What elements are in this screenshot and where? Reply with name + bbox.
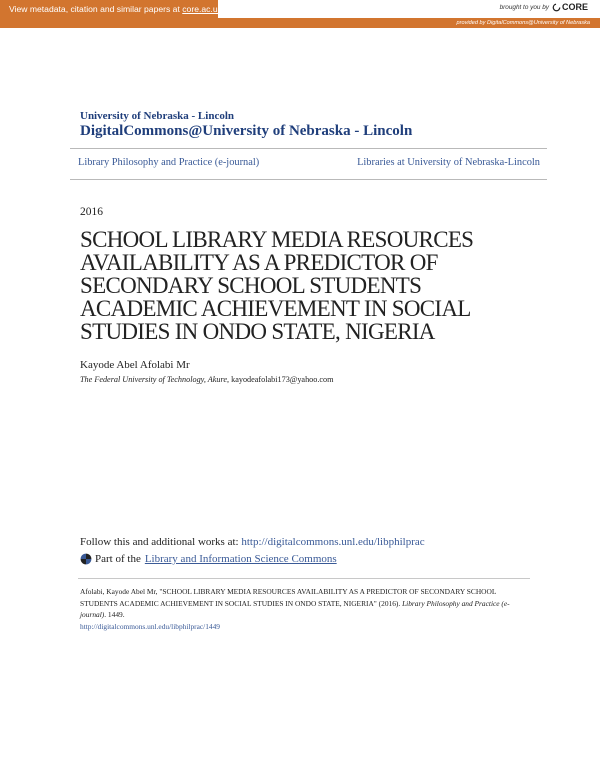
journal-link[interactable]: Library Philosophy and Practice (e-journal) xyxy=(78,157,260,168)
affiliation-sep: , xyxy=(227,375,232,384)
libraries-link[interactable]: Libraries at University of Nebraska-Lincoln xyxy=(357,157,540,168)
publication-year: 2016 xyxy=(80,206,103,218)
core-metadata-link-box[interactable] xyxy=(0,0,222,18)
recommended-citation xyxy=(80,586,530,632)
core-logo-icon xyxy=(552,3,561,12)
author-name: Kayode Abel Afolabi Mr xyxy=(80,359,190,371)
author-email: kayodeafolabi173@yahoo.com xyxy=(231,375,334,384)
core-ac-uk-link[interactable]: core.ac.uk xyxy=(182,4,222,14)
core-banner xyxy=(0,0,600,28)
commons-link[interactable]: Library and Information Science Commons xyxy=(144,553,337,565)
citation-url-link[interactable]: http://digitalcommons.unl.edu/libphilprac/1449 xyxy=(80,621,220,631)
part-of-commons xyxy=(80,553,337,565)
commons-network-icon xyxy=(80,553,92,565)
citation-number: . 1449. xyxy=(104,610,125,619)
author-affiliation xyxy=(80,375,334,384)
divider-bottom xyxy=(70,179,547,180)
citation-divider xyxy=(78,578,530,579)
part-of-label: Part of the xyxy=(95,553,141,565)
follow-label: Follow this and additional works at: xyxy=(80,536,242,548)
affiliation-text: The Federal University of Technology, Akure xyxy=(80,375,228,384)
citation-journal: Library Philosophy and Practice (e-journal) xyxy=(80,598,510,619)
core-brought-by xyxy=(500,2,588,12)
core-view-text: View metadata, citation and similar papers at xyxy=(9,4,183,14)
repository-name[interactable]: DigitalCommons@University of Nebraska - Lincoln xyxy=(80,123,413,139)
follow-url-link[interactable]: http://digitalcommons.unl.edu/libphilprac xyxy=(241,536,425,548)
institution-name[interactable]: University of Nebraska - Lincoln xyxy=(80,110,234,122)
core-logo-text: CORE xyxy=(561,2,588,12)
core-provided-bar xyxy=(0,18,600,28)
core-logo[interactable] xyxy=(552,2,588,12)
brought-by-text: brought to you by xyxy=(499,3,549,11)
provided-by-text: provided by DigitalCommons@University of Nebraska xyxy=(456,20,590,26)
core-top-strip xyxy=(0,0,600,18)
paper-title: SCHOOL LIBRARY MEDIA RESOURCES AVAILABILITY AS A PREDICTOR OF SECONDARY SCHOOL STUDENTS ACADEMIC ACHIEVEMENT IN SOCIAL STUDIES IN ONDO STATE, NIGERIA xyxy=(80,227,474,344)
divider-top xyxy=(70,148,547,149)
follow-works xyxy=(80,536,425,548)
institution-header xyxy=(80,110,412,140)
citation-text: Afolabi, Kayode Abel Mr, "SCHOOL LIBRARY MEDIA RESOURCES AVAILABILITY AS A PREDICTOR OF SECONDARY SCHOOL STUDENTS ACADEMIC ACHIEVEMENT IN SOCIAL STUDIES IN ONDO STATE, NIGERIA" (2016). xyxy=(80,587,497,608)
